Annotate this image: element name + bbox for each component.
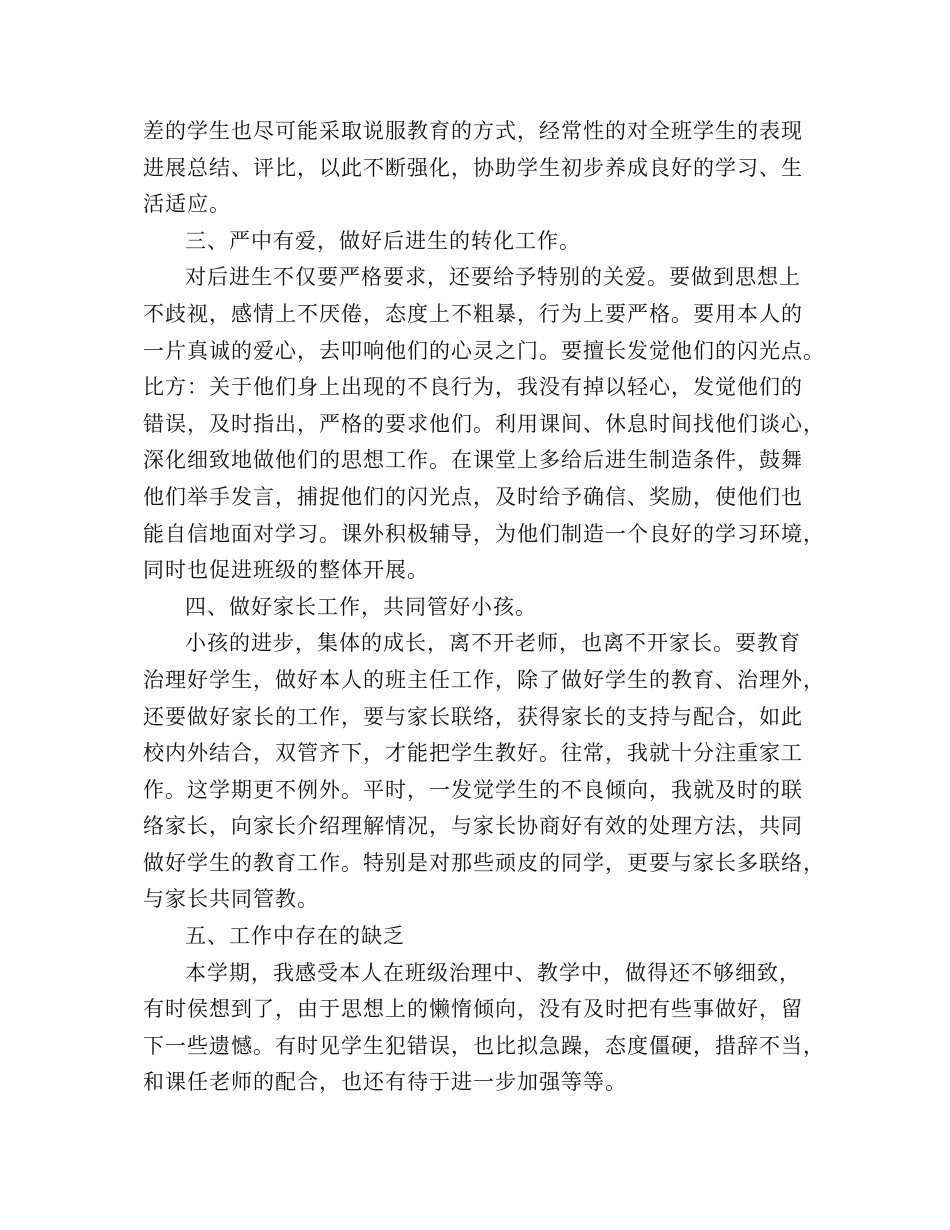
- text-line: 络家长，向家长介绍理解情况，与家长协商好有效的处理方法，共同: [143, 814, 803, 839]
- text-line: 有时侯想到了，由于思想上的懒惰倾向，没有及时把有些事做好，留: [143, 997, 803, 1022]
- text-line: 校内外结合，双管齐下，才能把学生教好。往常，我就十分注重家工: [143, 741, 803, 766]
- text-line: 比方：关于他们身上出现的不良行为，我没有掉以轻心，发觉他们的: [143, 375, 803, 400]
- text-line: 进展总结、评比，以此不断强化，协助学生初步养成良好的学习、生: [143, 155, 803, 180]
- text-line: 还要做好家长的工作，要与家长联络，获得家长的支持与配合，如此: [143, 704, 803, 729]
- text-line: 和课任老师的配合，也还有待于进一步加强等等。: [143, 1070, 627, 1095]
- text-line: 同时也促进班级的整体开展。: [143, 558, 429, 583]
- text-line: 深化细致地做他们的思想工作。在课堂上多给后进生制造条件，鼓舞: [143, 448, 803, 473]
- text-line: 他们举手发言，捕捉他们的闪光点，及时给予确信、奖励，使他们也: [143, 484, 803, 509]
- text-line: 活适应。: [143, 192, 231, 217]
- text-line: 错误，及时指出，严格的要求他们。利用课间、休息时间找他们谈心，: [143, 411, 825, 436]
- text-line: 一片真诚的爱心，去叩响他们的心灵之门。要擅长发觉他们的闪光点。: [143, 338, 825, 363]
- text-line: 能自信地面对学习。课外积极辅导，为他们制造一个良好的学习环境，: [143, 521, 825, 546]
- section-heading-3: 三、严中有爱，做好后进生的转化工作。: [185, 228, 581, 253]
- section-heading-4: 四、做好家长工作，共同管好小孩。: [185, 594, 537, 619]
- text-line: 治理好学生，做好本人的班主任工作，除了做好学生的教育、治理外，: [143, 667, 825, 692]
- text-line: 作。这学期更不例外。平时，一发觉学生的不良倾向，我就及时的联: [143, 777, 803, 802]
- text-line: 下一些遗憾。有时见学生犯错误，也比拟急躁，态度僵硬，措辞不当，: [143, 1033, 825, 1058]
- section-heading-5: 五、工作中存在的缺乏: [185, 924, 405, 949]
- text-line: 本学期，我感受本人在班级治理中、教学中，做得还不够细致，: [185, 960, 801, 985]
- text-line: 与家长共同管教。: [143, 887, 319, 912]
- text-line: 对后进生不仅要严格要求，还要给予特别的关爱。要做到思想上: [185, 265, 801, 290]
- document-body: [143, 113, 833, 1101]
- text-line: 不歧视，感情上不厌倦，态度上不粗暴，行为上要严格。要用本人的: [143, 301, 803, 326]
- text-line: 做好学生的教育工作。特别是对那些顽皮的同学，更要与家长多联络，: [143, 850, 825, 875]
- text-line: 小孩的进步，集体的成长，离不开老师，也离不开家长。要教育: [185, 631, 801, 656]
- text-line: 差的学生也尽可能采取说服教育的方式，经常性的对全班学生的表现: [143, 119, 803, 143]
